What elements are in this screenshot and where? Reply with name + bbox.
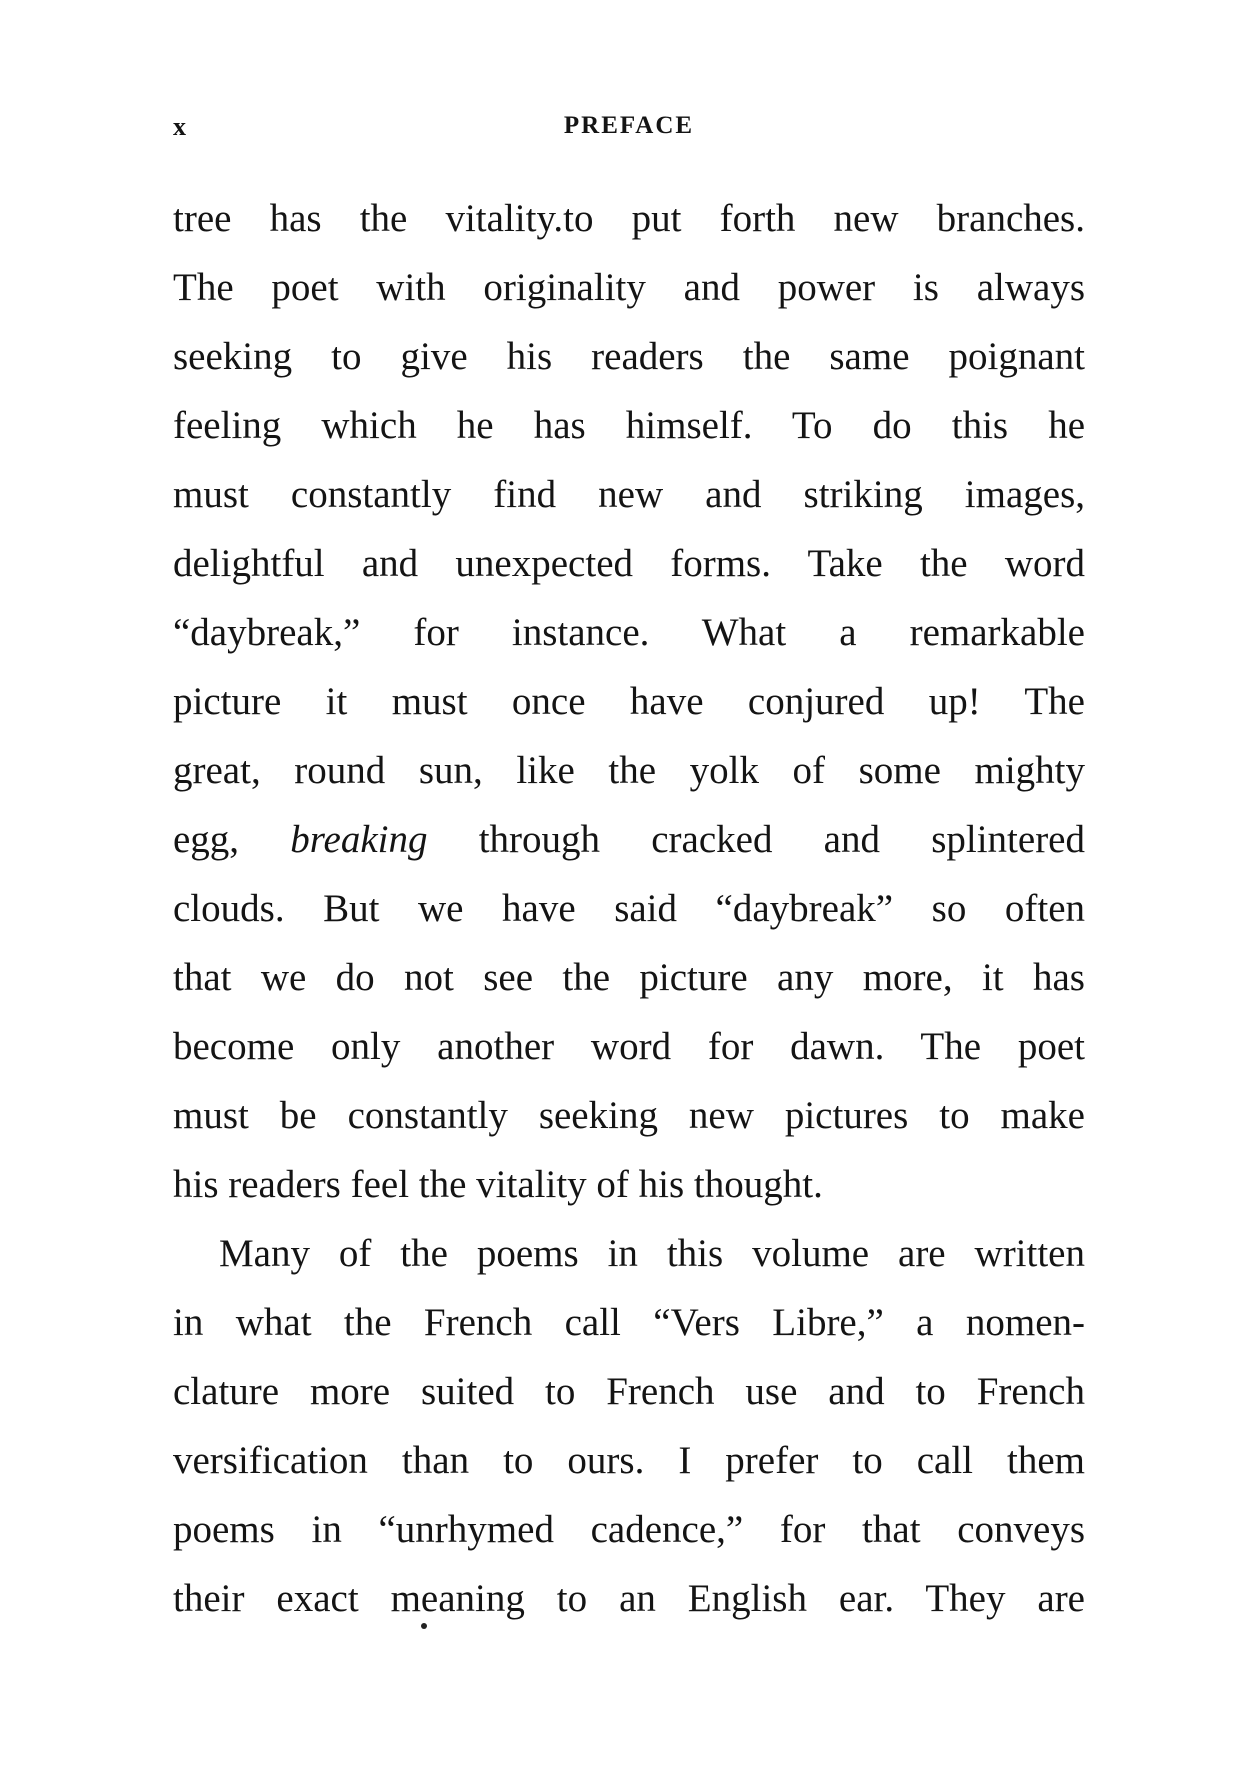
text-segment: egg, [173,818,291,861]
text-line: seeking to give his readers the same poignant [173,335,1085,378]
text-line: must be constantly seeking new pictures to make [173,1094,1085,1137]
text-line: must constantly find new and striking images, [173,473,1085,516]
text-line: their exact meaning to an English ear. They are [173,1577,1085,1620]
running-title: PREFACE [563,112,695,139]
italic-word: breaking [290,818,428,861]
body-text [173,184,1085,1633]
text-line: feeling which he has himself. To do this he [173,404,1085,447]
print-speck [421,1623,427,1629]
text-line: Many of the poems in this volume are written [219,1232,1085,1275]
text-line: “daybreak,” for instance. What a remarkable [173,611,1085,654]
text-line: tree has the vitality.to put forth new branches. [173,197,1085,240]
text-line [173,805,1085,874]
text-line: The poet with originality and power is always [173,266,1085,309]
running-head [173,112,1085,148]
text-line: great, round sun, like the yolk of some mighty [173,749,1085,792]
text-line: his readers feel the vitality of his thought. [173,1163,823,1206]
text-line: clouds. But we have said “daybreak” so often [173,887,1085,930]
text-line: poems in “unrhymed cadence,” for that conveys [173,1508,1085,1551]
page-number: x [173,112,188,141]
text-line: become only another word for dawn. The poet [173,1025,1085,1068]
text-line: that we do not see the picture any more, it has [173,956,1085,999]
text-line: versification than to ours. I prefer to call them [173,1439,1085,1482]
text-segment: through cracked and splintered [427,818,1085,861]
text-line: clature more suited to French use and to French [173,1370,1085,1413]
text-line: picture it must once have conjured up! The [173,680,1085,723]
paragraph-2 [173,1219,1085,1633]
paragraph-1 [173,184,1085,1219]
text-line: in what the French call “Vers Libre,” a nomen- [173,1301,1085,1344]
text-line: delightful and unexpected forms. Take the word [173,542,1085,585]
